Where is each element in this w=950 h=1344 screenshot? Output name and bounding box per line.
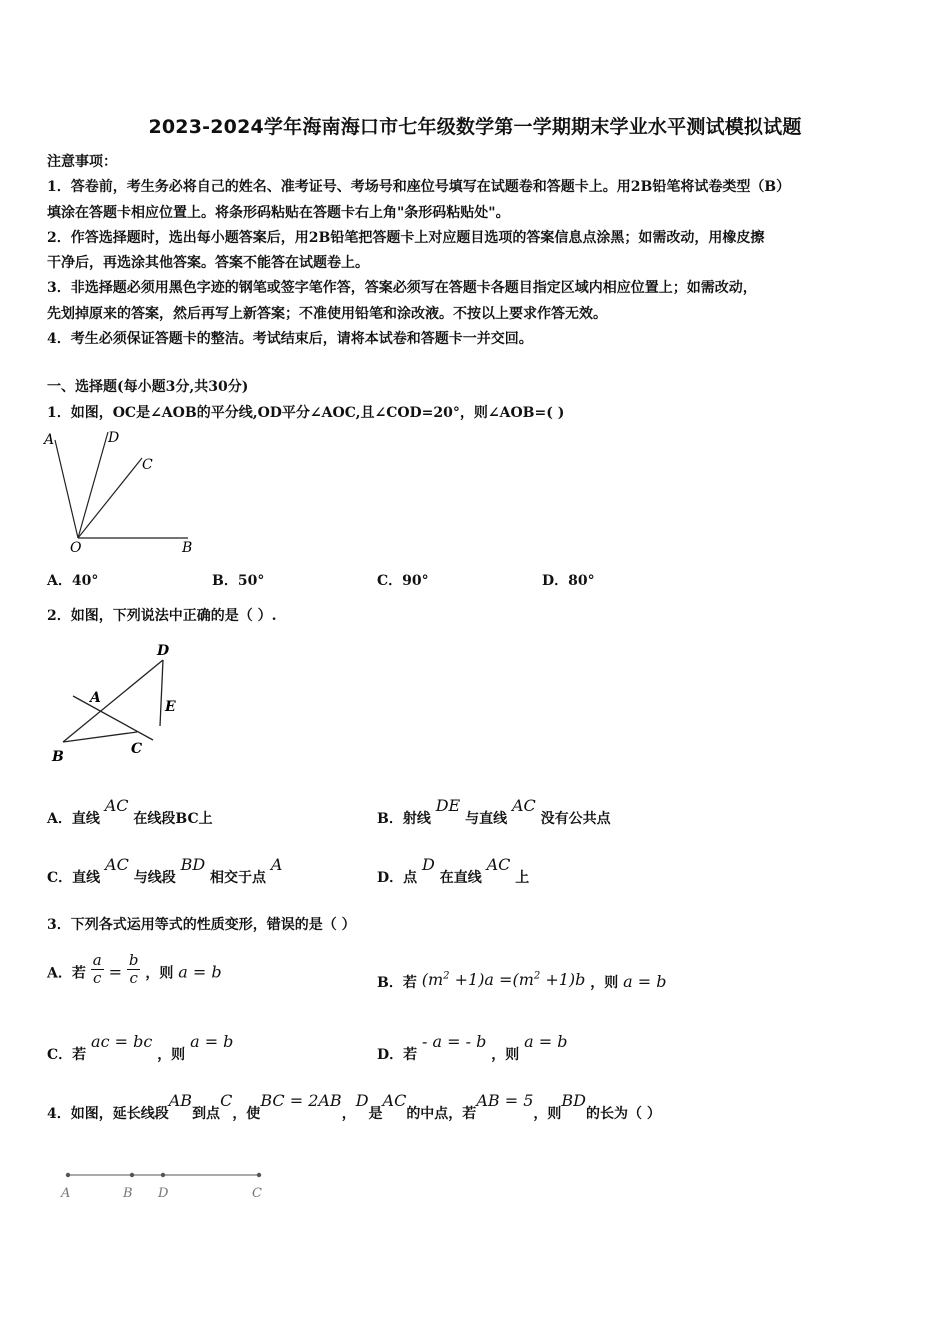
point-label-d: D [158, 1186, 169, 1201]
point-label-b: B [123, 1186, 133, 1201]
question-4-stem [47, 1091, 661, 1123]
point-label-e: E [165, 699, 176, 715]
option-text: B．若 [377, 975, 417, 991]
math-expr: a = b [623, 972, 667, 991]
q1-option-c[interactable]: C．90° [377, 573, 429, 589]
q2-option-d[interactable] [377, 855, 530, 887]
stem-text: 是 [368, 1106, 383, 1122]
notes-line: 填涂在答题卡相应位置上。将条形码粘贴在答题卡右上角"条形码粘贴处"。 [47, 204, 510, 221]
math-expr: AC [104, 796, 129, 815]
math-expr: DE [435, 796, 461, 815]
q1-option-a[interactable]: A．40° [47, 573, 99, 589]
denominator: c [93, 969, 102, 987]
math-expr: a = b [178, 962, 222, 982]
option-text: A．若 [47, 965, 86, 982]
q3-option-d[interactable] [377, 1032, 568, 1064]
option-text: ，则 [491, 1047, 520, 1063]
q2-option-a[interactable] [47, 796, 213, 828]
numerator: b [128, 951, 139, 969]
math-expr: ac = bc [91, 1032, 153, 1051]
math-expr: BD [561, 1091, 586, 1110]
math-expr: a = b [190, 1032, 234, 1051]
fraction [127, 952, 141, 987]
option-text: 在线段BC上 [133, 811, 213, 827]
stem-text: ， [341, 1106, 356, 1122]
option-text: ，则 [145, 965, 174, 982]
point-label-d: D [108, 430, 120, 446]
option-text: ，则 [590, 975, 619, 991]
stem-text: 的中点，若 [406, 1106, 477, 1122]
section-heading: 一、选择题(每小题3分,共30分) [47, 379, 249, 395]
math-expr: - a = - b [422, 1032, 487, 1051]
notes-block [47, 150, 907, 352]
math-expr: AB [168, 1091, 193, 1110]
math-expr: D [355, 1091, 369, 1110]
exponent: 2 [533, 970, 541, 982]
math-expr: C [220, 1091, 233, 1110]
notes-line: 1．答卷前，考生务必将自己的姓名、准考证号、考场号和座位号填写在试题卷和答题卡上。用2B铅笔将试卷类型（B） [47, 179, 791, 196]
option-text: D．点 [377, 870, 418, 886]
notes-line: 2．作答选择题时，选出每小题答案后，用2B铅笔把答题卡上对应题目选项的答案信息点涂黑；如需改动，用橡皮擦 [47, 229, 765, 246]
exponent: 2 [443, 970, 450, 982]
math-expr [422, 970, 586, 989]
q2-option-b[interactable] [377, 796, 611, 828]
question-4-figure [55, 1165, 285, 1210]
q3-option-c[interactable] [47, 1032, 234, 1064]
point-label-a: A [90, 690, 101, 706]
page-title: 2023-2024学年海南海口市七年级数学第一学期期末学业水平测试模拟试题 [148, 116, 802, 138]
option-text: 相交于点 [210, 870, 267, 886]
question-2-stem: 2．如图，下列说法中正确的是（ ）. [47, 608, 277, 624]
math-expr: BC = 2AB [260, 1091, 342, 1110]
math-expr: = [108, 962, 122, 982]
point-label-a: A [61, 1186, 71, 1201]
question-3-stem: 3．下列各式运用等式的性质变形，错误的是（ ） [47, 917, 356, 933]
point-label-b: B [182, 540, 193, 556]
point-label-b: B [52, 749, 64, 765]
numerator: a [92, 951, 102, 969]
stem-text: 的长为（ ） [585, 1106, 661, 1122]
math-expr: AC [105, 855, 129, 874]
option-text: 与直线 [465, 811, 508, 827]
math-expr: AC [382, 1091, 407, 1110]
point-d [161, 1173, 165, 1177]
point-label-c: C [131, 741, 143, 757]
math-expr: AC [511, 796, 536, 815]
point-label-o: O [70, 540, 82, 556]
math-expr: AC [486, 855, 511, 874]
option-text: B．射线 [377, 811, 431, 827]
point-label-c: C [142, 457, 153, 473]
stem-text: 4．如图，延长线段 [47, 1106, 169, 1122]
math-expr: A [270, 855, 283, 874]
fraction [91, 952, 104, 987]
option-text: 没有公共点 [540, 811, 611, 827]
q1-option-d[interactable]: D．80° [542, 573, 595, 589]
stem-text: ，则 [533, 1106, 562, 1122]
point-label-a: A [44, 432, 55, 448]
option-text: C．直线 [47, 870, 101, 886]
math-part: (m [421, 970, 444, 989]
point-label-c: C [252, 1186, 262, 1201]
option-text: A．直线 [47, 811, 100, 827]
question-1-figure [40, 428, 210, 558]
notes-line: 3．非选择题必须用黑色字迹的钢笔或签字笔作答，答案必须写在答题卡各题目指定区域内相应位置上；如需改动， [47, 280, 757, 297]
math-expr: BD [180, 855, 206, 874]
q3-option-b[interactable] [377, 972, 667, 992]
math-expr: AB = 5 [476, 1091, 534, 1110]
q3-option-a[interactable] [47, 951, 222, 991]
stem-text: ，使 [232, 1106, 261, 1122]
option-text: 上 [515, 870, 530, 886]
q2-option-c[interactable] [47, 855, 283, 887]
option-text: 与线段 [133, 870, 176, 886]
point-c [257, 1173, 261, 1177]
math-part: +1)a =(m [449, 970, 534, 989]
point-b [130, 1173, 134, 1177]
option-text: 在直线 [439, 870, 482, 886]
math-part: +1)b [540, 970, 586, 989]
question-2-figure [45, 638, 195, 768]
notes-line: 4．考生必须保证答题卡的整洁。考试结束后，请将本试卷和答题卡一并交回。 [47, 331, 533, 348]
q1-option-b[interactable]: B．50° [212, 573, 265, 589]
stem-text: 到点 [192, 1106, 221, 1122]
option-text: C．若 [47, 1047, 87, 1063]
math-expr: a = b [524, 1032, 568, 1051]
option-text: ，则 [157, 1047, 186, 1063]
notes-line: 干净后，再选涂其他答案。答案不能答在试题卷上。 [47, 255, 369, 272]
point-a [66, 1173, 70, 1177]
question-1-stem: 1．如图，OC是∠AOB的平分线,OD平分∠AOC,且∠COD=20°，则∠AOB=( ) [47, 405, 565, 421]
notes-line: 先划掉原来的答案，然后再写上新答案；不准使用铅笔和涂改液。不按以上要求作答无效。 [47, 305, 607, 322]
option-text: D．若 [377, 1047, 418, 1063]
notes-heading: 注意事项： [47, 154, 117, 170]
denominator: c [129, 969, 138, 987]
math-expr: D [422, 855, 435, 874]
point-label-d: D [157, 643, 170, 659]
